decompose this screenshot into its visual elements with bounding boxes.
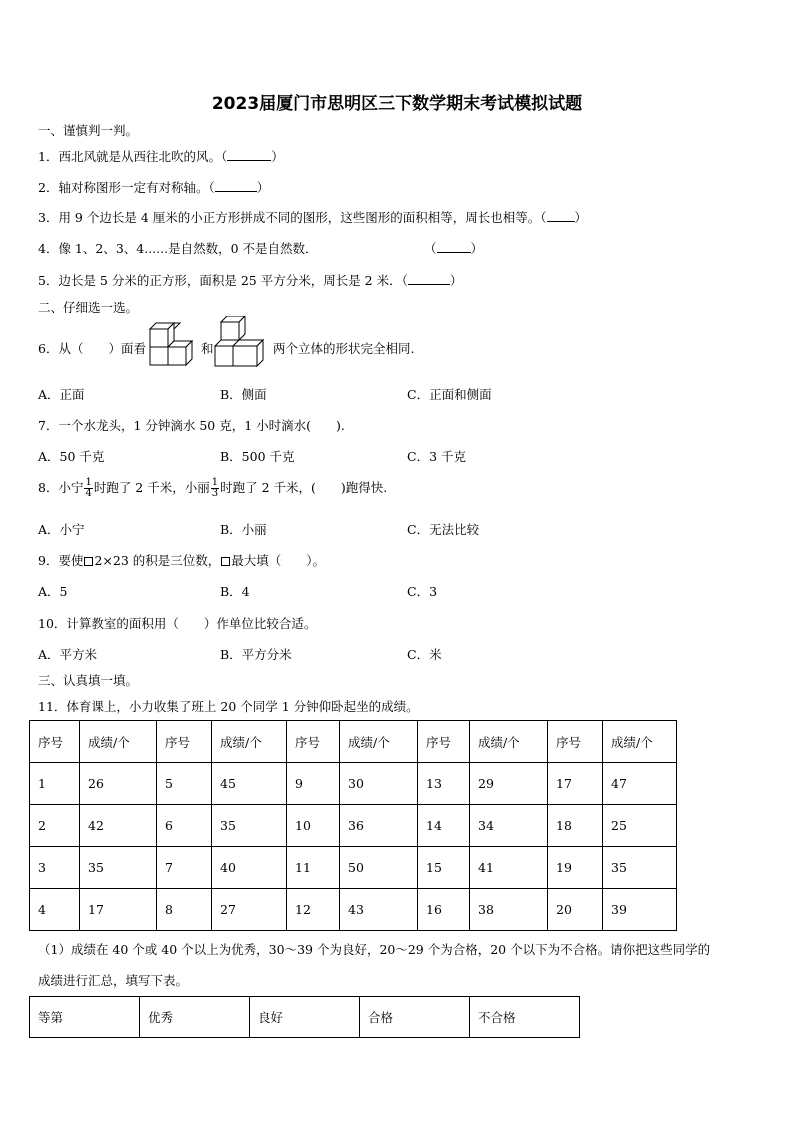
table-cell: 17 [548,763,603,805]
header-cell: 不合格 [470,997,580,1038]
question-2 [38,178,269,196]
question-text: 时跑了 2 千米，小丽 [93,480,210,495]
section-heading-2: 二、仔细选一选。 [38,300,139,315]
table-cell: 36 [340,805,418,847]
header-cell: 成绩/个 [212,721,287,763]
fraction-one-third: $\frac{1}{3}$ [211,477,219,499]
header-cell: 良好 [250,997,360,1038]
question-6-end: 两个立体的形状完全相同. [273,341,415,356]
header-cell: 序号 [30,721,80,763]
question-4 [38,239,318,257]
page-title: 2023届厦门市思明区三下数学期末考试模拟试题 [211,94,583,114]
table-cell: 27 [212,889,287,931]
table-cell: 9 [287,763,340,805]
question-text: 时跑了 2 千米，( )跑得快. [220,480,388,495]
question-5 [38,271,462,289]
question-11: 11．体育课上，小力收集了班上 20 个同学 1 分钟仰卧起坐的成绩。 [38,699,419,714]
section-heading-1: 一、谨慎判一判。 [38,123,139,138]
table-cell: 16 [418,889,470,931]
table-cell: 7 [157,847,212,889]
table-cell: 1 [30,763,80,805]
question-1 [38,147,284,165]
table-cell: 6 [157,805,212,847]
question-text: 5．边长是 5 分米的正方形，面积是 25 平方分米，周长是 2 米．（ [38,273,408,288]
cube-figure-1 [148,321,200,371]
q6-option-a[interactable]: A．正面 [38,387,85,402]
table-cell: 43 [340,889,418,931]
paren-open: （ [424,241,437,256]
question-6-and: 和 [201,341,214,356]
header-cell: 序号 [287,721,340,763]
q10-option-c[interactable]: C．米 [407,647,442,662]
table-cell: 15 [418,847,470,889]
table-cell: 20 [548,889,603,931]
answer-blank[interactable] [227,149,271,161]
question-text: 2×23 的积是三位数， [94,553,221,568]
question-text: 4．像 1、2、3、4......是自然数，0 不是自然数． [38,241,318,256]
answer-blank[interactable] [215,180,257,192]
section-heading-3: 三、认真填一填。 [38,673,139,688]
paren-close: ） [271,149,284,164]
question-10: 10．计算教室的面积用（ ）作单位比较合适。 [38,616,317,631]
q10-option-a[interactable]: A．平方米 [38,647,98,662]
header-cell: 等第 [30,997,140,1038]
answer-blank[interactable] [408,273,450,285]
table-cell: 35 [80,847,157,889]
header-cell: 优秀 [140,997,250,1038]
q8-option-b[interactable]: B．小丽 [220,522,267,537]
table-cell: 2 [30,805,80,847]
table-cell: 30 [340,763,418,805]
paren-close: ） [449,273,463,288]
header-cell: 序号 [157,721,212,763]
question-8 [38,478,387,499]
q9-option-a[interactable]: A．5 [38,584,68,599]
q7-option-c[interactable]: C．3 千克 [407,449,466,464]
table-cell: 42 [80,805,157,847]
question-text: 1．西北风就是从西往北吹的风。（ [38,149,228,164]
table-row [30,847,677,889]
table-cell: 13 [418,763,470,805]
q6-option-b[interactable]: B．侧面 [220,387,267,402]
header-cell: 成绩/个 [470,721,548,763]
grade-summary-table [29,996,580,1038]
question-text: 3．用 9 个边长是 4 厘米的小正方形拼成不同的图形，这些图形的面积相等，周长也相等。（ [38,210,547,225]
table-cell: 50 [340,847,418,889]
table-cell: 12 [287,889,340,931]
paren-close: ） [470,241,484,256]
table-row [30,763,677,805]
table-header-row [30,721,677,763]
answer-blank[interactable] [547,210,575,222]
table-cell: 26 [80,763,157,805]
header-cell: 成绩/个 [80,721,157,763]
table-cell: 35 [212,805,287,847]
q7-option-b[interactable]: B．500 千克 [220,449,295,464]
blank-square-icon [84,557,93,566]
question-6-start: 6．从（ ）面看 [38,341,146,356]
table-cell: 17 [80,889,157,931]
table-cell: 47 [603,763,677,805]
table-cell: 8 [157,889,212,931]
table-cell: 34 [470,805,548,847]
header-cell: 成绩/个 [603,721,677,763]
blank-square-icon [221,557,230,566]
table-cell: 5 [157,763,212,805]
q9-option-b[interactable]: B．4 [220,584,250,599]
table-cell: 14 [418,805,470,847]
q7-option-a[interactable]: A．50 千克 [38,449,105,464]
table-cell: 11 [287,847,340,889]
question-text: 8．小宁 [38,480,84,495]
table-cell: 19 [548,847,603,889]
question-text: 2．轴对称图形一定有对称轴。（ [38,180,215,195]
table-row [30,805,677,847]
q8-option-a[interactable]: A．小宁 [38,522,85,537]
q8-option-c[interactable]: C．无法比较 [407,522,480,537]
header-cell: 序号 [418,721,470,763]
fraction-one-quarter: $\frac{1}{4}$ [85,477,92,499]
scores-table [29,720,677,931]
table-cell: 3 [30,847,80,889]
question-text: 最大填（ ）。 [231,553,326,568]
question-7: 7．一个水龙头，1 分钟滴水 50 克，1 小时滴水( ). [38,418,345,433]
table-cell: 35 [603,847,677,889]
header-cell: 合格 [360,997,470,1038]
paren-close: ） [574,210,588,225]
paren-close: ） [256,180,270,195]
table-cell: 29 [470,763,548,805]
table-cell: 41 [470,847,548,889]
question-9 [38,551,325,569]
question-3 [38,208,587,226]
table-cell: 39 [603,889,677,931]
table-cell: 45 [212,763,287,805]
table-cell: 18 [548,805,603,847]
question-11-part-1-cont: 成绩进行汇总，填写下表。 [38,973,189,988]
q6-option-c[interactable]: C．正面和侧面 [407,387,492,402]
q10-option-b[interactable]: B．平方分米 [220,647,292,662]
table-cell: 38 [470,889,548,931]
q9-option-c[interactable]: C．3 [407,584,438,599]
cube-figure-2 [213,316,273,374]
question-4-answer [424,239,483,257]
table-cell: 10 [287,805,340,847]
question-text: 9．要使 [38,553,84,568]
question-11-part-1: （1）成绩在 40 个或 40 个以上为优秀，30～39 个为良好，20～29 个为合格，20 个以下为不合格。请你把这些同学的 [38,942,711,957]
table-cell: 40 [212,847,287,889]
header-cell: 序号 [548,721,603,763]
answer-blank[interactable] [437,241,471,253]
table-row [30,889,677,931]
table-cell: 25 [603,805,677,847]
table-cell: 4 [30,889,80,931]
table-header-row [30,997,580,1038]
header-cell: 成绩/个 [340,721,418,763]
